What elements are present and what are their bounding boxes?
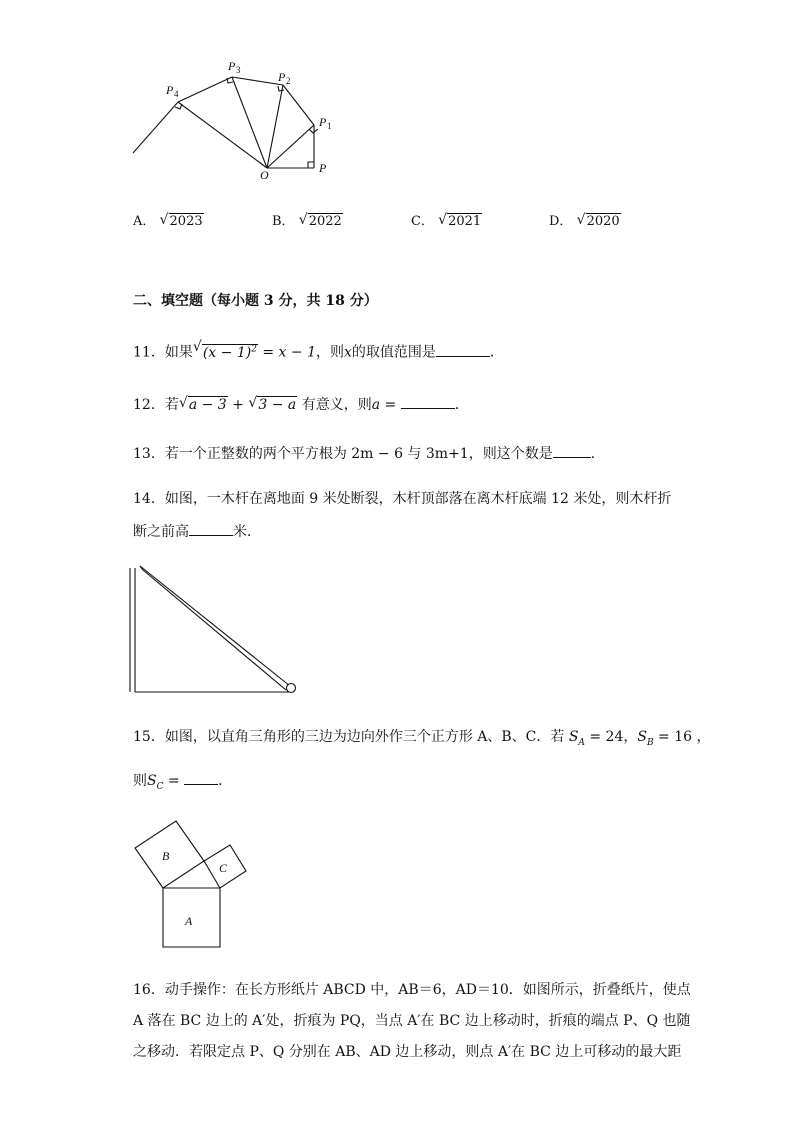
question-12: 12．若√ a − 3 + √ 3 − a 有意义，则a = ． bbox=[133, 394, 469, 415]
option-c[interactable]: C． √ 2021 bbox=[411, 210, 482, 229]
broken-pole-figure bbox=[126, 562, 301, 697]
option-a[interactable]: A． √ 2023 bbox=[133, 210, 204, 229]
label-P2-sub: 2 bbox=[286, 76, 291, 86]
question-14-line1: 14．如图，一木杆在离地面 9 米处断裂，木杆顶部落在离木杆底端 12 米处，则木杆折 bbox=[133, 491, 672, 507]
sqrt-symbol: √ 2020 bbox=[577, 214, 621, 229]
sqrt-symbol: √ 2022 bbox=[299, 214, 343, 229]
option-d[interactable]: D． √ 2020 bbox=[549, 210, 621, 229]
label-O: O bbox=[260, 168, 269, 182]
pythagoras-squares-figure bbox=[130, 815, 255, 955]
question-16-line3: 之移动．若限定点 P、Q 分别在 AB、AD 边上移动，则点 A′在 BC 边上可移动的最大距 bbox=[133, 1044, 682, 1060]
label-P: P bbox=[319, 161, 327, 175]
sqrt-symbol: √ $(x - 1)^2$ bbox=[193, 339, 258, 363]
label-P4-sub: 4 bbox=[174, 89, 179, 99]
option-b[interactable]: B． √ 2022 bbox=[272, 210, 343, 229]
label-P1-sub: 1 bbox=[327, 121, 332, 131]
question-15-line1: 15．如图，以直角三角形的三边为边向外作三个正方形 A、B、C．若 $S_A = 24$，$S_B = 16$ ， bbox=[133, 729, 711, 748]
sqrt-symbol: √ 2021 bbox=[438, 214, 482, 229]
label-P3-sub: 3 bbox=[236, 65, 241, 75]
sqrt-symbol: √ a − 3 bbox=[179, 395, 228, 415]
question-14-line2: 断之前高 米． bbox=[133, 521, 261, 542]
label-square-b: B bbox=[162, 849, 170, 863]
sqrt-symbol: √ 3 − a bbox=[248, 395, 297, 415]
answer-blank[interactable] bbox=[184, 770, 218, 785]
label-P4: P bbox=[166, 83, 174, 97]
question-15-line2: 则$S_C$ = ． bbox=[133, 770, 232, 797]
question-16-line1: 16．动手操作：在长方形纸片 ABCD 中，AB＝6，AD＝10．如图所示，折叠纸片，使点 bbox=[133, 982, 691, 998]
label-P3: P bbox=[228, 59, 236, 73]
label-P2: P bbox=[278, 70, 286, 84]
section-heading: 二、填空题（每小题 3 分，共 18 分） bbox=[133, 293, 378, 309]
answer-blank[interactable] bbox=[553, 443, 591, 458]
question-11: 11．如果√ $(x - 1)^2 = x - 1$，则x的取值范围是 ． bbox=[133, 339, 504, 363]
question-16-line2: A 落在 BC 边上的 A′处，折痕为 PQ，当点 A′在 BC 边上移动时，折痕的端点 P、Q 也随 bbox=[133, 1013, 691, 1029]
label-square-c: C bbox=[219, 861, 228, 875]
answer-blank[interactable] bbox=[189, 521, 233, 536]
question-13: 13．若一个正整数的两个平方根为 2m − 6 与 3m+1，则这个数是 ． bbox=[133, 443, 605, 464]
spiral-triangle-figure bbox=[128, 55, 348, 185]
sqrt-symbol: √ 2023 bbox=[160, 214, 204, 229]
answer-blank[interactable] bbox=[401, 394, 455, 409]
answer-blank[interactable] bbox=[436, 342, 490, 357]
label-P1: P bbox=[319, 115, 327, 129]
label-square-a: A bbox=[185, 914, 193, 928]
